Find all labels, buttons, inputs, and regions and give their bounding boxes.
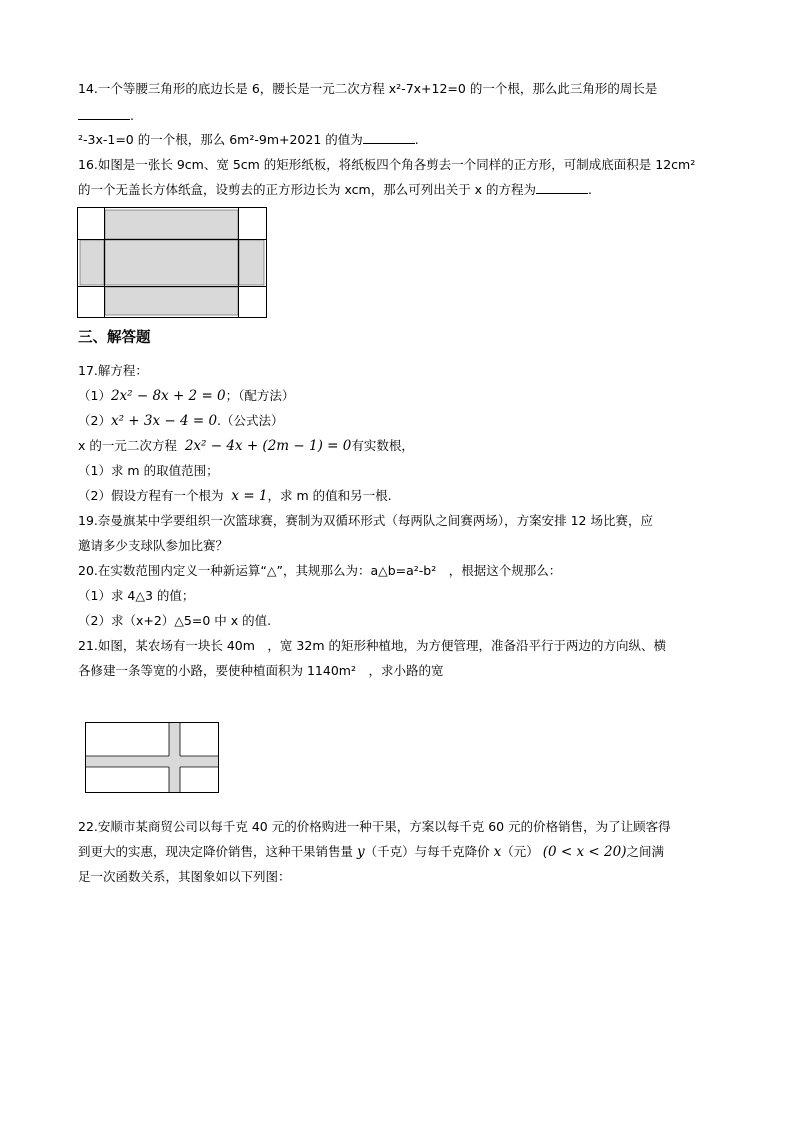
- q22-var-y: y: [357, 844, 365, 860]
- q18-stem-prefix: x 的一元二次方程: [78, 438, 177, 453]
- q16-line2-text: 的一个无盖长方体纸盒，设剪去的正方形边长为 xcm，那么可列出关于 x 的方程为: [78, 182, 537, 197]
- answer-blank: [363, 132, 415, 144]
- q16-line2: [78, 181, 592, 199]
- q20-line1: 20.在实数范围内定义一种新运算“△”，其规那么为：a△b=a²-b² ，根据这个规那么：: [78, 563, 562, 578]
- horizontal-path: [86, 756, 218, 767]
- q18-part2: [78, 487, 392, 505]
- q17-part2: [78, 412, 284, 430]
- q18-p2-prefix: （2）假设方程有一个根为: [78, 488, 224, 503]
- q17-p1-prefix: （1）: [78, 388, 111, 403]
- q16-line1: 16.如图是一张长 9cm、宽 5cm 的矩形纸板，将纸板四个角各剪去一个同样的正方形，可制成底面积是 12cm²: [78, 157, 696, 172]
- q18-stem-suffix: 有实数根，: [351, 438, 414, 453]
- right-flap: [239, 240, 264, 285]
- q15-period: .: [414, 132, 419, 147]
- q17-p1-equation: 2x² − 8x + 2 = 0: [110, 388, 226, 404]
- q22-text-b: （千克）与每千克降价: [364, 844, 490, 859]
- q22-line3: 足一次函数关系，其图象如以下列图：: [78, 869, 291, 884]
- q14-line2: [78, 107, 134, 125]
- q18-stem: [78, 437, 414, 455]
- q22-line1: 22.安顺市某商贸公司以每千克 40 元的价格购进一种干果，方案以每千克 60 元的价格销售，为了让顾客得: [78, 819, 671, 834]
- answer-blank: [78, 108, 130, 120]
- q17-p2-suffix: .（公式法）: [217, 413, 284, 428]
- q17-part1: [78, 387, 294, 405]
- q18-equation: 2x² − 4x + (2m − 1) = 0: [184, 438, 352, 454]
- bottom-flap: [105, 287, 238, 315]
- q22-line2: [78, 843, 664, 861]
- left-flap: [80, 240, 104, 285]
- q14-line1: 14.一个等腰三角形的底边长是 6，腰长是一元二次方程 x²-7x+12=0 的一个根，那么此三角形的周长是: [78, 81, 658, 96]
- q18-root: x = 1: [231, 488, 268, 504]
- q19-line1: 19.奈曼旗某中学要组织一次篮球赛，赛制为双循环形式（每两队之间赛两场），方案安排 12 场比赛，应: [78, 513, 653, 528]
- q18-part1: （1）求 m 的取值范围；: [78, 463, 219, 478]
- q17-title: 17.解方程：: [78, 363, 148, 378]
- q20-part1: （1）求 4△3 的值；: [78, 588, 195, 603]
- q22-text-c: （元）: [501, 844, 539, 859]
- q15-text: ²-3x-1=0 的一个根，那么 6m²-9m+2021 的值为: [78, 132, 363, 147]
- q19-line2: 邀请多少支球队参加比赛？: [78, 538, 229, 553]
- answer-blank: [536, 182, 588, 194]
- q21-field-figure: [85, 722, 221, 794]
- q15-line: [78, 131, 419, 149]
- q20-part2: （2）求（x+2）△5=0 中 x 的值.: [78, 613, 272, 628]
- base-area: [105, 240, 238, 285]
- q21-line2: 各修建一条等宽的小路，要使种植面积为 1140m² ，求小路的宽: [78, 663, 444, 678]
- q22-range: (0 < x < 20): [542, 844, 627, 860]
- q18-p2-suffix: ，求 m 的值和另一根.: [267, 488, 392, 503]
- q22-var-x: x: [493, 844, 502, 860]
- q14-period: .: [130, 108, 134, 123]
- top-flap: [105, 210, 238, 239]
- q17-p1-suffix: ；（配方法）: [225, 388, 295, 403]
- q16-paperboard-figure: [77, 207, 269, 319]
- q16-period: .: [588, 182, 593, 197]
- section-title: 三、解答题: [78, 330, 151, 346]
- q22-text-d: 之间满: [626, 844, 664, 859]
- q22-text-a: 到更大的实惠，现决定降价销售，这种干果销售量: [78, 844, 354, 859]
- q17-p2-prefix: （2）: [78, 413, 111, 428]
- q17-p2-equation: x² + 3x − 4 = 0: [110, 413, 218, 429]
- q21-line1: 21.如图，某农场有一块长 40m ，宽 32m 的矩形种植地，为方便管理，准备沿平行于两边的方向纵、横: [78, 638, 666, 653]
